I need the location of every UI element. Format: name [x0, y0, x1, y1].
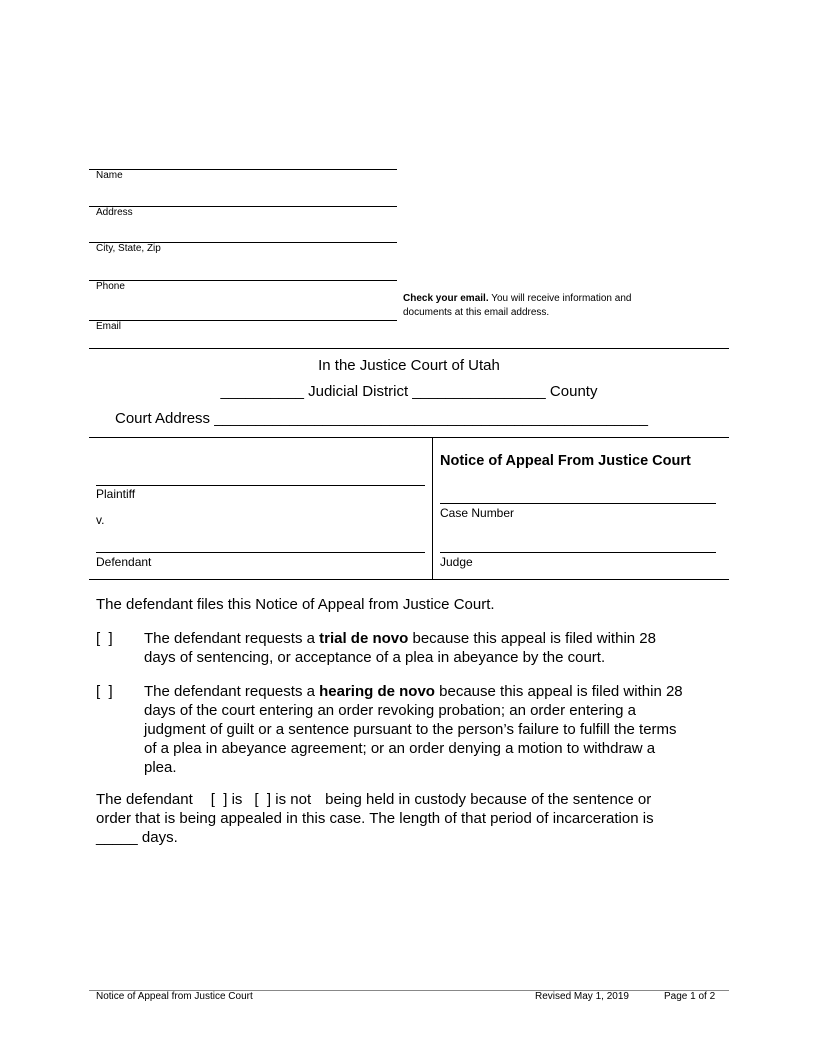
plaintiff-label: Plaintiff [96, 487, 136, 501]
item2-pre: The defendant requests a [144, 683, 320, 700]
email-note-bold: Check your email. [403, 293, 489, 304]
phone-line[interactable] [89, 280, 397, 281]
court-top-rule [89, 348, 729, 349]
custody-is-checkbox[interactable]: [ ] is [210, 791, 243, 808]
custody-is-not-checkbox[interactable]: [ ] is not [254, 791, 312, 808]
court-line1: In the Justice Court of Utah [318, 357, 500, 374]
name-label: Name [96, 170, 123, 181]
item2-bold: hearing de novo [319, 683, 435, 700]
item1-post: because this appeal is filed within 28 [408, 630, 656, 647]
footer-page: Page 1 of 2 [664, 991, 716, 1002]
item1-pre: The defendant requests a [144, 630, 320, 647]
item2-line5: plea. [144, 759, 177, 776]
caption-divider [432, 437, 433, 579]
item1-bold: trial de novo [319, 630, 409, 647]
name-line[interactable] [89, 169, 397, 170]
caption-bottom-rule [89, 579, 729, 580]
court-district-county[interactable]: __________ Judicial District ________________ County [220, 383, 598, 400]
caption-top-rule [89, 437, 729, 438]
judge-label: Judge [440, 555, 473, 569]
defendant-line[interactable] [96, 552, 425, 553]
city-state-zip-label: City, State, Zip [96, 243, 161, 254]
item2-line3: judgment of guilt or a sentence pursuant to the person’s failure to fulfill the terms [144, 721, 677, 738]
document-title: Notice of Appeal From Justice Court [440, 453, 691, 469]
item2-line4: of a plea in abeyance agreement; or an order denying a motion to withdraw a [144, 740, 656, 757]
item2-line2: days of the court entering an order revoking probation; an order entering a [144, 702, 636, 719]
custody-tail: being held in custody because of the sentence or [325, 791, 652, 808]
address-line[interactable] [89, 206, 397, 207]
email-line[interactable] [89, 320, 397, 321]
trial-de-novo-text [144, 629, 734, 667]
plaintiff-line[interactable] [96, 485, 425, 486]
custody-lead: The defendant [96, 791, 193, 808]
custody-line2: order that is being appealed in this case. The length of that period of incarceration is [96, 810, 654, 827]
court-address[interactable]: Court Address ____________________________________________________ [115, 410, 649, 427]
email-note-rest: You will receive information and [488, 293, 632, 304]
hearing-de-novo-checkbox[interactable]: [ ] [96, 683, 113, 700]
intro-text: The defendant files this Notice of Appeal from Justice Court. [96, 596, 495, 613]
address-label: Address [96, 207, 133, 218]
item1-line2: days of sentencing, or acceptance of a plea in abeyance by the court. [144, 649, 606, 666]
email-note-line2: documents at this email address. [403, 307, 550, 318]
case-number-line[interactable] [440, 503, 716, 504]
footer-revised: Revised May 1, 2019 [535, 991, 629, 1002]
email-note [403, 292, 723, 320]
footer-title: Notice of Appeal from Justice Court [96, 991, 253, 1002]
defendant-label: Defendant [96, 555, 152, 569]
custody-text [96, 790, 736, 847]
custody-line3[interactable]: _____ days. [96, 829, 178, 846]
item2-post: because this appeal is filed within 28 [434, 683, 683, 700]
versus-label: v. [96, 513, 105, 527]
trial-de-novo-checkbox[interactable]: [ ] [96, 630, 113, 647]
email-label: Email [96, 321, 122, 332]
case-number-label: Case Number [440, 506, 515, 520]
judge-line[interactable] [440, 552, 716, 553]
phone-label: Phone [96, 281, 125, 292]
hearing-de-novo-text [144, 682, 734, 777]
